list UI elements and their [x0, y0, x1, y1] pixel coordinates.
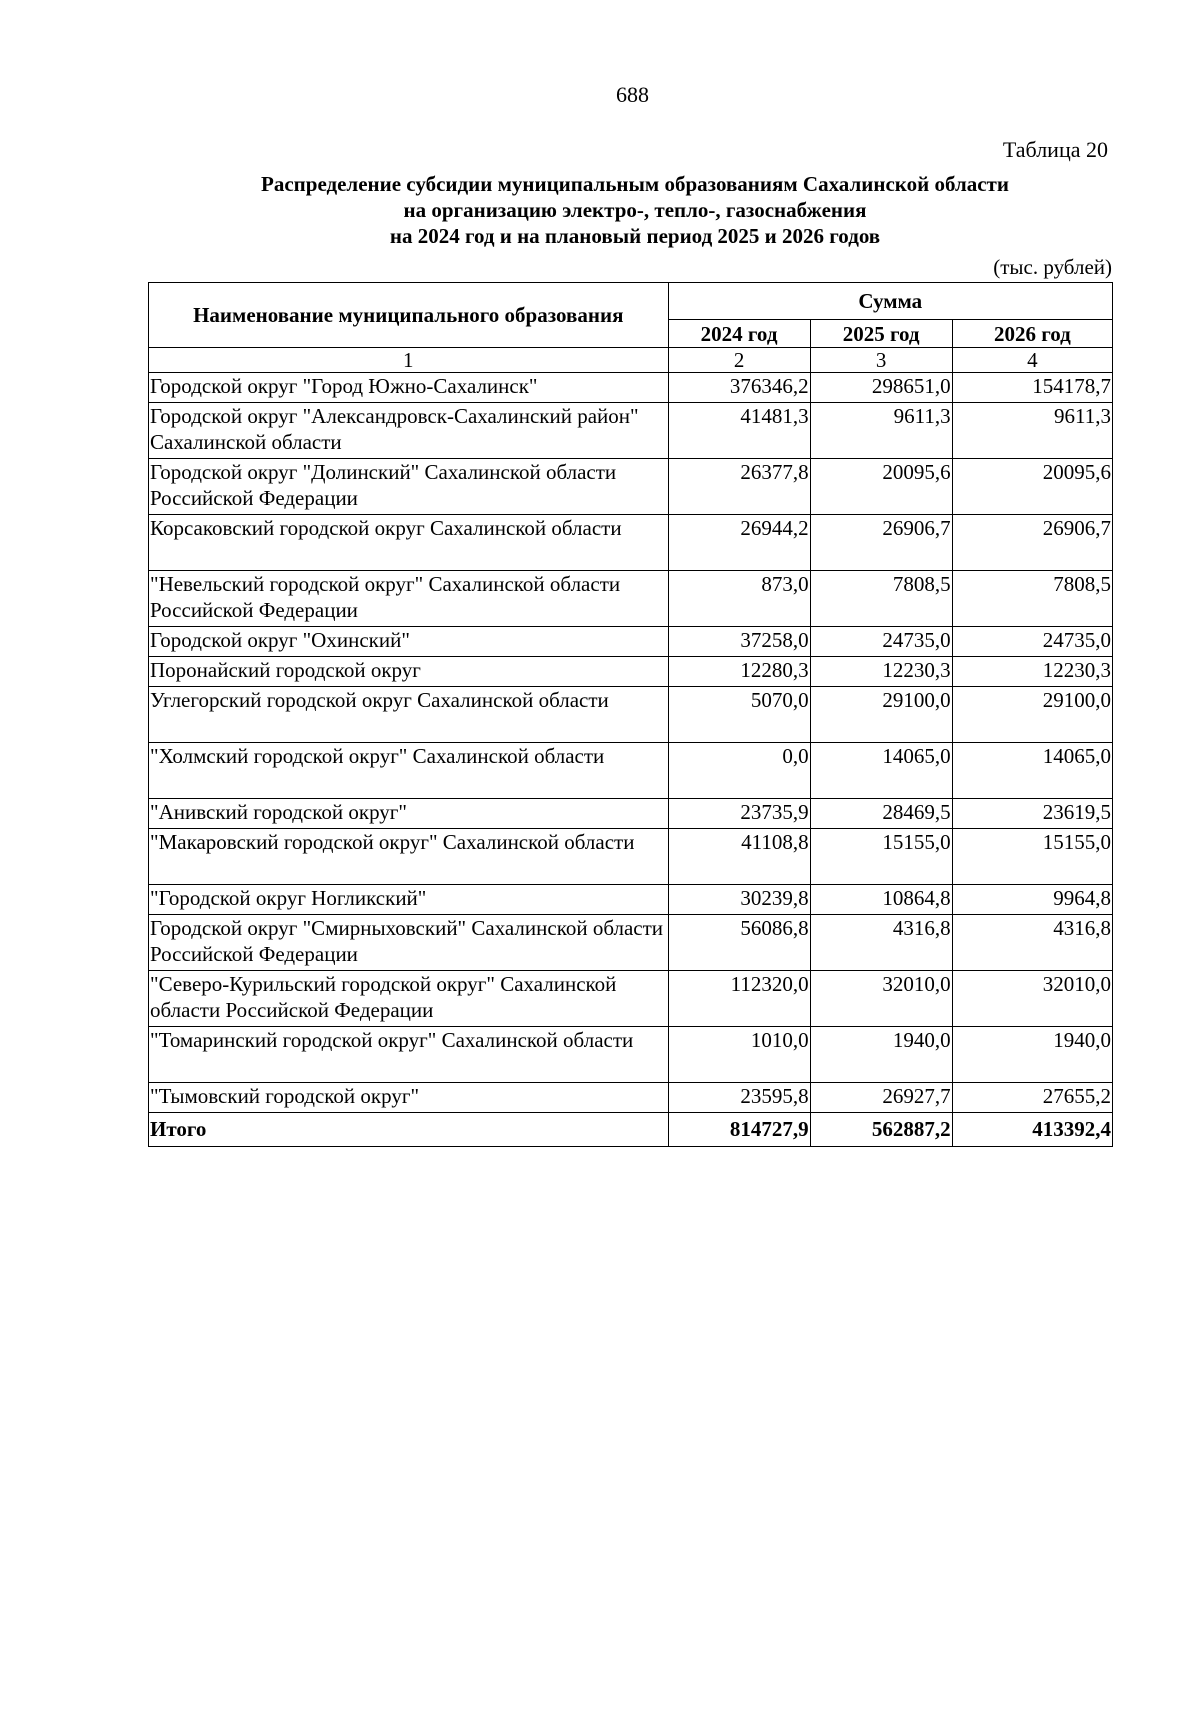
value-2025: 29100,0	[810, 687, 952, 743]
table-row	[149, 657, 1113, 687]
value-2026: 29100,0	[952, 687, 1112, 743]
value-2025: 9611,3	[810, 403, 952, 459]
value-2025: 15155,0	[810, 829, 952, 885]
total-2025: 562887,2	[810, 1113, 952, 1147]
value-2026: 26906,7	[952, 515, 1112, 571]
value-2026: 4316,8	[952, 915, 1112, 971]
municipality-name: Городской округ "Долинский" Сахалинской области Российской Федерации	[149, 459, 669, 515]
header-year-2024: 2024 год	[668, 320, 810, 348]
value-2024: 23595,8	[668, 1083, 810, 1113]
municipality-name: Городской округ "Охинский"	[149, 627, 669, 657]
value-2025: 10864,8	[810, 885, 952, 915]
value-2024: 1010,0	[668, 1027, 810, 1083]
value-2024: 12280,3	[668, 657, 810, 687]
title-line: на 2024 год и на плановый период 2025 и 2026 годов	[389, 224, 881, 248]
table-row	[149, 403, 1113, 459]
value-2026: 9611,3	[952, 403, 1112, 459]
value-2025: 4316,8	[810, 915, 952, 971]
municipality-name: "Северо-Курильский городской округ" Сахалинской области Российской Федерации	[149, 971, 669, 1027]
value-2026: 27655,2	[952, 1083, 1112, 1113]
value-2024: 112320,0	[668, 971, 810, 1027]
municipality-name: "Макаровский городской округ" Сахалинской области	[149, 829, 669, 885]
municipality-name: "Тымовский городской округ"	[149, 1083, 669, 1113]
document-title	[150, 171, 1120, 249]
total-row	[149, 1113, 1113, 1147]
value-2026: 20095,6	[952, 459, 1112, 515]
value-2026: 15155,0	[952, 829, 1112, 885]
value-2024: 26944,2	[668, 515, 810, 571]
value-2024: 56086,8	[668, 915, 810, 971]
table-row	[149, 1083, 1113, 1113]
total-label: Итого	[149, 1113, 669, 1147]
value-2024: 37258,0	[668, 627, 810, 657]
page-number: 688	[616, 82, 649, 107]
municipality-name: Городской округ "Смирныховский" Сахалинской области Российской Федерации	[149, 915, 669, 971]
value-2024: 5070,0	[668, 687, 810, 743]
table-row	[149, 515, 1113, 571]
value-2025: 298651,0	[810, 373, 952, 403]
value-2026: 154178,7	[952, 373, 1112, 403]
table-row	[149, 459, 1113, 515]
units-label: (тыс. рублей)	[993, 255, 1112, 279]
column-number: 3	[810, 348, 952, 373]
table-row	[149, 829, 1113, 885]
value-2025: 32010,0	[810, 971, 952, 1027]
table-row	[149, 915, 1113, 971]
value-2024: 0,0	[668, 743, 810, 799]
column-number: 1	[149, 348, 669, 373]
value-2025: 28469,5	[810, 799, 952, 829]
total-2024: 814727,9	[668, 1113, 810, 1147]
value-2026: 12230,3	[952, 657, 1112, 687]
value-2024: 30239,8	[668, 885, 810, 915]
value-2025: 20095,6	[810, 459, 952, 515]
value-2026: 32010,0	[952, 971, 1112, 1027]
value-2025: 14065,0	[810, 743, 952, 799]
table-row	[149, 373, 1113, 403]
municipality-name: Городской округ "Город Южно-Сахалинск"	[149, 373, 669, 403]
value-2025: 26906,7	[810, 515, 952, 571]
value-2026: 9964,8	[952, 885, 1112, 915]
column-number: 2	[668, 348, 810, 373]
header-name: Наименование муниципального образования	[149, 283, 669, 348]
header-year-2026: 2026 год	[952, 320, 1112, 348]
municipality-name: Углегорский городской округ Сахалинской области	[149, 687, 669, 743]
table-row	[149, 885, 1113, 915]
table-row	[149, 799, 1113, 829]
table-row	[149, 1027, 1113, 1083]
table-row	[149, 627, 1113, 657]
municipality-name: Поронайский городской округ	[149, 657, 669, 687]
value-2025: 24735,0	[810, 627, 952, 657]
table-row	[149, 571, 1113, 627]
table-row	[149, 687, 1113, 743]
municipality-name: Корсаковский городской округ Сахалинской области	[149, 515, 669, 571]
value-2024: 376346,2	[668, 373, 810, 403]
value-2026: 24735,0	[952, 627, 1112, 657]
municipality-name: Городской округ "Александровск-Сахалинский район" Сахалинской области	[149, 403, 669, 459]
title-line: на организацию электро-, тепло-, газоснабжения	[403, 198, 867, 222]
value-2024: 41481,3	[668, 403, 810, 459]
value-2025: 7808,5	[810, 571, 952, 627]
value-2026: 1940,0	[952, 1027, 1112, 1083]
value-2024: 873,0	[668, 571, 810, 627]
value-2025: 1940,0	[810, 1027, 952, 1083]
total-2026: 413392,4	[952, 1113, 1112, 1147]
value-2025: 26927,7	[810, 1083, 952, 1113]
municipality-name: "Городской округ Ногликский"	[149, 885, 669, 915]
value-2026: 23619,5	[952, 799, 1112, 829]
value-2024: 26377,8	[668, 459, 810, 515]
subsidy-table	[148, 282, 1113, 1147]
table-label: Таблица 20	[1002, 137, 1108, 162]
value-2025: 12230,3	[810, 657, 952, 687]
table-row	[149, 971, 1113, 1027]
table-row	[149, 743, 1113, 799]
municipality-name: "Невельский городской округ" Сахалинской области Российской Федерации	[149, 571, 669, 627]
value-2026: 14065,0	[952, 743, 1112, 799]
title-line: Распределение субсидии муниципальным образованиям Сахалинской области	[261, 172, 1009, 196]
value-2024: 41108,8	[668, 829, 810, 885]
municipality-name: "Холмский городской округ" Сахалинской области	[149, 743, 669, 799]
municipality-name: "Анивский городской округ"	[149, 799, 669, 829]
value-2024: 23735,9	[668, 799, 810, 829]
header-sum: Сумма	[668, 283, 1112, 320]
header-year-2025: 2025 год	[810, 320, 952, 348]
value-2026: 7808,5	[952, 571, 1112, 627]
municipality-name: "Томаринский городской округ" Сахалинской области	[149, 1027, 669, 1083]
column-number: 4	[952, 348, 1112, 373]
